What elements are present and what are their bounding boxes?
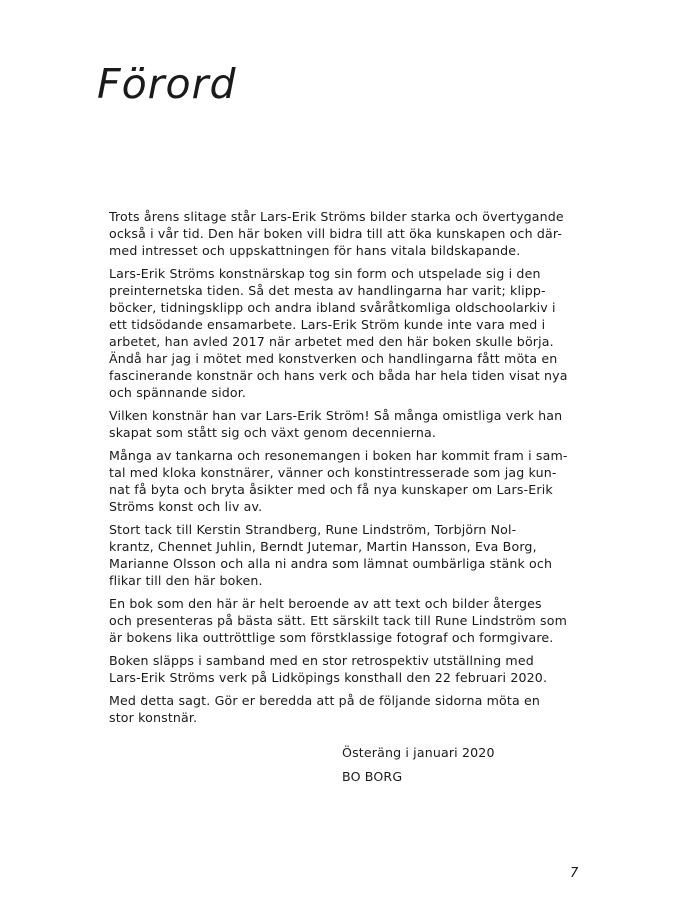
text-line: flikar till den här boken. — [109, 573, 263, 588]
text-line: Ändå har jag i mötet med konstverken och handlingarna fått möta en — [109, 351, 558, 366]
text-line: Med detta sagt. Gör er beredda att på de följande sidorna möta en — [109, 693, 541, 708]
paragraph-1 — [98, 208, 568, 259]
paragraph-7 — [98, 652, 568, 686]
text-line: Stort tack till Kerstin Strandberg, Rune Lindström, Torbjörn Nol- — [109, 522, 517, 537]
paragraph-2 — [98, 265, 568, 401]
text-line: preinternetska tiden. Så det mesta av handlingarna har varit; klipp- — [109, 283, 546, 298]
text-line: arbetet, han avled 2017 när arbetet med den här boken skulle börja. — [109, 334, 554, 349]
text-line: krantz, Chennet Juhlin, Berndt Jutemar, Martin Hansson, Eva Borg, — [109, 539, 537, 554]
text-line: och presenteras på bästa sätt. Ett särskilt tack till Rune Lindström som — [109, 613, 568, 628]
text-line: och spännande sidor. — [109, 385, 247, 400]
text-line: Många av tankarna och resonemangen i boken har kommit fram i sam- — [109, 448, 568, 463]
foreword-body — [98, 208, 568, 732]
text-line: Lars-Erik Ströms konstnärskap tog sin form och utspelade sig i den — [109, 266, 541, 281]
text-line: också i vår tid. Den här boken vill bidra till att öka kunskapen och där- — [109, 226, 563, 241]
text-line: ett tidsödande ensamarbete. Lars-Erik Ström kunde inte vara med i — [109, 317, 546, 332]
text-line: med intresset och uppskattningen för hans vitala bildskapande. — [109, 243, 521, 258]
paragraph-4 — [98, 447, 568, 515]
text-line: Marianne Olsson och alla ni andra som lämnat oumbärliga stänk och — [109, 556, 553, 571]
page-title: Förord — [97, 60, 237, 108]
text-line: tal med kloka konstnärer, vänner och konstintresserade som jag kun- — [109, 465, 557, 480]
text-line: Lars-Erik Ströms verk på Lidköpings konsthall den 22 februari 2020. — [109, 670, 548, 685]
signature-block — [342, 741, 495, 789]
paragraph-6 — [98, 595, 568, 646]
paragraph-5 — [98, 521, 568, 589]
text-line: nat få byta och bryta åsikter med och få nya kunskaper om Lars-Erik — [109, 482, 553, 497]
paragraph-8 — [98, 692, 568, 726]
text-line: skapat som stått sig och växt genom decennierna. — [109, 425, 437, 440]
page-number: 7 — [570, 866, 579, 881]
paragraph-3 — [98, 407, 568, 441]
text-line: böcker, tidningsklipp och andra ibland svåråtkomliga oldschoolarkiv i — [109, 300, 556, 315]
text-line: fascinerande konstnär och hans verk och båda har hela tiden visat nya — [109, 368, 568, 383]
text-line: Trots årens slitage står Lars-Erik Ströms bilder starka och övertygande — [109, 209, 564, 224]
text-line: Vilken konstnär han var Lars-Erik Ström! Så många omistliga verk han — [109, 408, 563, 423]
text-line: Boken släpps i samband med en stor retrospektiv utställning med — [109, 653, 534, 668]
text-line: Ströms konst och liv av. — [109, 499, 263, 514]
text-line: stor konstnär. — [109, 710, 198, 725]
text-line: är bokens lika outtröttlige som förstklassige fotograf och formgivare. — [109, 630, 554, 645]
signature-author: BO BORG — [342, 769, 403, 784]
text-line: En bok som den här är helt beroende av att text och bilder återges — [109, 596, 542, 611]
signature-place-date: Österäng i januari 2020 — [342, 745, 495, 760]
